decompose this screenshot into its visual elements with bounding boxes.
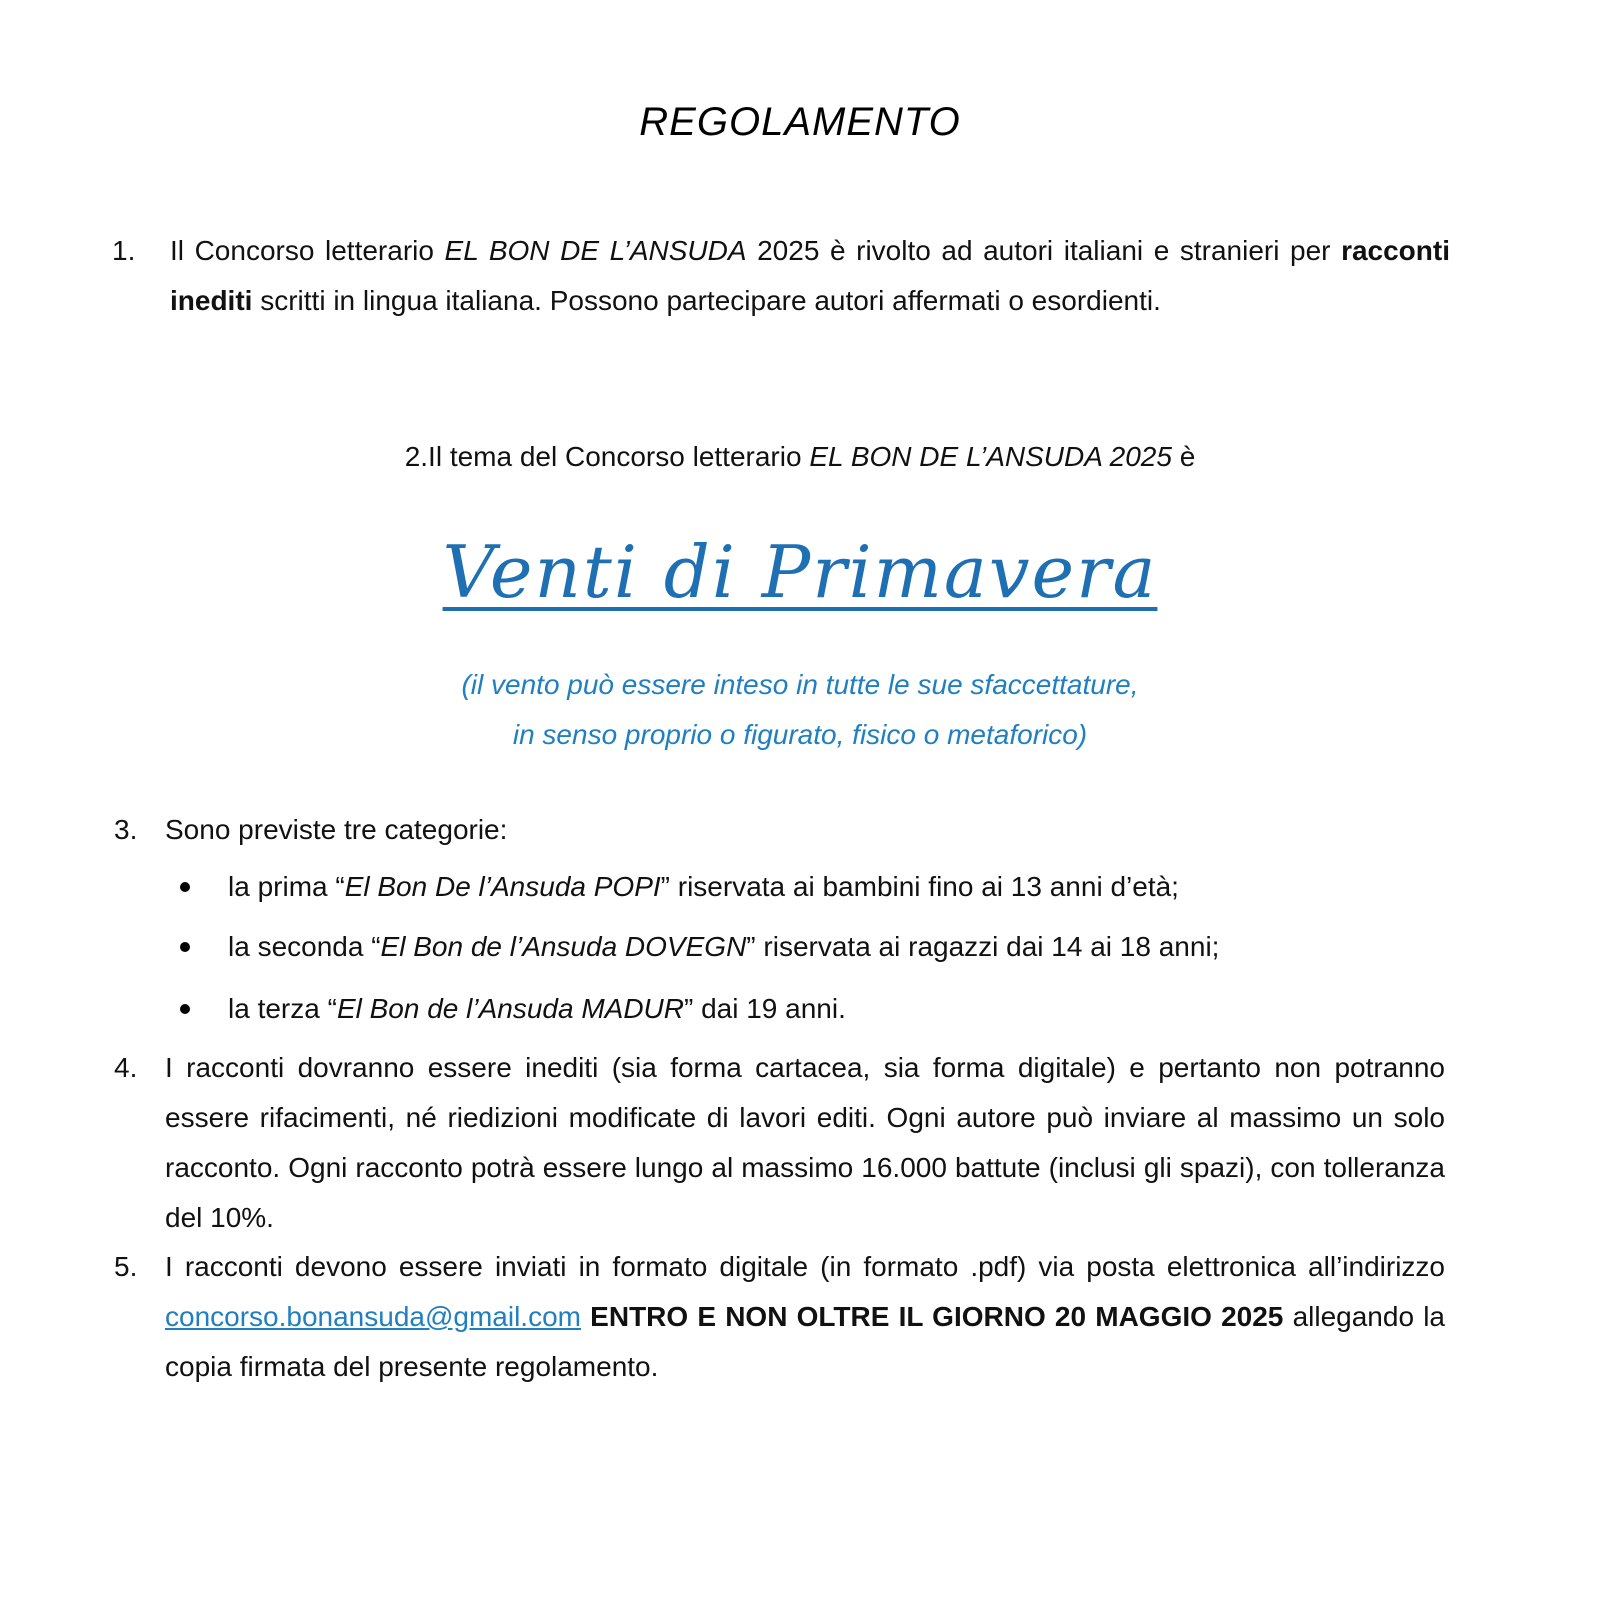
item-3-intro: Sono previste tre categorie: bbox=[165, 814, 508, 845]
category-name: El Bon de l’Ansuda DOVEGN bbox=[380, 931, 747, 962]
item-1-text bbox=[170, 226, 1450, 326]
contest-name: EL BON DE L’ANSUDA 2025 bbox=[809, 441, 1172, 472]
contest-name: EL BON DE L’ANSUDA bbox=[444, 235, 747, 266]
category-name: El Bon de l’Ansuda MADUR bbox=[336, 993, 684, 1024]
theme-note bbox=[0, 660, 1600, 760]
item-5-part bbox=[581, 1301, 590, 1332]
item-5-number: 5. bbox=[114, 1251, 138, 1282]
item-1-part: Il Concorso letterario bbox=[170, 235, 445, 266]
category-prefix: la prima “ bbox=[228, 871, 345, 902]
page-title: REGOLAMENTO bbox=[639, 100, 961, 144]
unpublished-stories-emphasis: racconti inediti bbox=[170, 235, 1450, 316]
category-prefix: la terza “ bbox=[228, 993, 337, 1024]
theme-title: Venti di Primavera bbox=[442, 530, 1158, 614]
category-suffix: ” riservata ai bambini fino ai 13 anni d’età; bbox=[660, 871, 1179, 902]
category-text bbox=[228, 922, 1219, 972]
category-text bbox=[228, 862, 1179, 912]
category-suffix: ” riservata ai ragazzi dai 14 ai 18 anni; bbox=[746, 931, 1220, 962]
item-5-part: I racconti devono essere inviati in formato digitale (in formato .pdf) via posta elettronica all’indirizzo bbox=[165, 1251, 1445, 1282]
item-1-part: scritti in lingua italiana. Possono partecipare autori affermati o esordienti. bbox=[252, 285, 1161, 316]
bullet-icon bbox=[180, 1004, 190, 1014]
category-text bbox=[228, 984, 846, 1034]
bullet-icon bbox=[180, 882, 190, 892]
item-1-part: 2025 è rivolto ad autori italiani e stranieri per bbox=[746, 235, 1342, 266]
category-name: El Bon De l’Ansuda POPI bbox=[344, 871, 661, 902]
item-4-text: I racconti dovranno essere inediti (sia forma cartacea, sia forma digitale) e pertanto non potranno essere rifacimenti, né riedizioni modificate di lavori editi. Ogni autore può inviare al massimo un solo racconto. Ogni racconto potrà essere lungo al massimo 16.000 battute (inclusi gli spazi), con tolleranza del 10%. bbox=[165, 1052, 1445, 1233]
item-2-part: 2.Il tema del Concorso letterario bbox=[404, 441, 810, 472]
item-4-number: 4. bbox=[114, 1052, 138, 1083]
item-1-number: 1. bbox=[112, 235, 136, 266]
deadline-text: ENTRO E NON OLTRE IL GIORNO 20 MAGGIO 2025 bbox=[590, 1301, 1284, 1332]
bullet-icon bbox=[180, 942, 190, 952]
item-5-part: allegando la copia firmata del presente regolamento. bbox=[165, 1301, 1445, 1382]
item-3-number: 3. bbox=[114, 814, 138, 845]
item-5-text bbox=[165, 1242, 1445, 1392]
email-link[interactable]: concorso.bonansuda@gmail.com bbox=[165, 1301, 581, 1332]
theme-note-line-2: in senso proprio o figurato, fisico o metaforico) bbox=[512, 719, 1088, 750]
category-prefix: la seconda “ bbox=[228, 931, 381, 962]
item-2-theme-intro bbox=[0, 432, 1600, 482]
item-2-part: è bbox=[1171, 441, 1196, 472]
theme-note-line-1: (il vento può essere inteso in tutte le sue sfaccettature, bbox=[461, 669, 1139, 700]
category-suffix: ” dai 19 anni. bbox=[683, 993, 846, 1024]
